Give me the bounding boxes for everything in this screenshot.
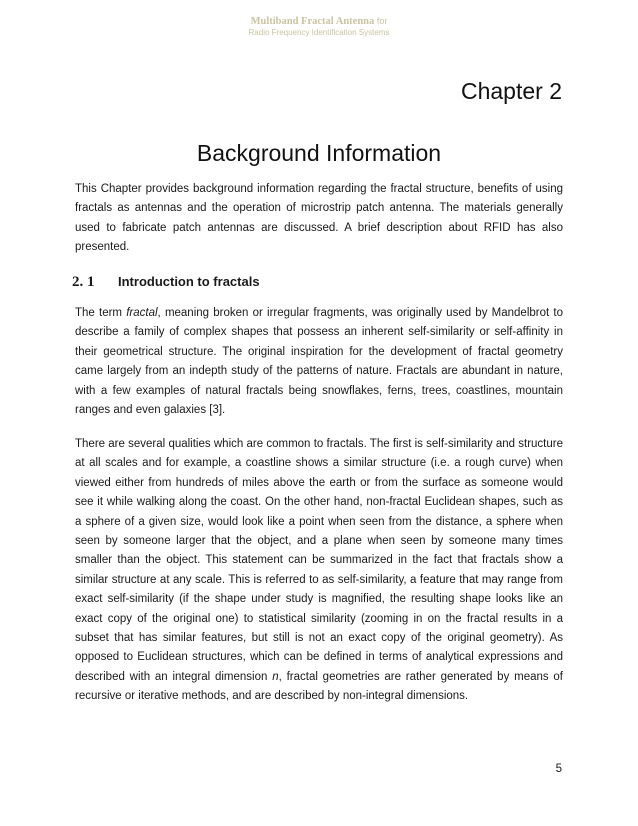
term-n: n [272,670,279,683]
paragraph2-end: , meaning broken or irregular fragments, was originally used by Mandelbrot to describe a family of complex shapes that possess an inherent self-similarity or self-affinity in their geometrical structure. The original inspiration for the development of fractal geometry came largely from an indepth study of the patterns of nature. Fractals are abundant in nature, with a few examples of natural fractals being snowflakes, ferns, trees, coastlines, mountain ranges and even galaxies [3]. [75,307,563,417]
term-fractal: fractal [126,307,158,319]
paragraph2-start: The term [75,307,127,319]
running-header [0,15,638,38]
section-number: 2. 1 [72,274,95,290]
paragraph3-start: There are several qualities which are common to fractals. The first is self-similarity and structure at all scales and for example, a coastline shows a similar structure (i.e. a rough curve) when viewed either from hundreds of miles above the earth or from the surface as someone would see it while walking along the coast. On the other hand, non-fractal Euclidean shapes, such as a sphere of a given size, would look like a point when seen from the distance, a sphere when seen by someone larger that the object, and a plane when seen by someone many times smaller than the object. This statement can be summarized in the fact that fractals show a similar structure at any scale. This is referred to as self-similarity, a feature that may range from exact self-similarity (if the shape under study is magnified, the resulting shape looks like an exact copy of the original one) to statistical similarity (zooming in on the fractal results in a subset that has similar features, but still is not an exact copy of the original geometry). As opposed to Euclidean structures, which can be defined in terms of analytical expressions and described with an integral dimension [75,438,563,683]
header-line-2: Radio Frequency Identification Systems [248,28,390,38]
header-line-1 [0,15,638,28]
page-title: Background Information [196,140,442,166]
section-heading [72,274,260,291]
page-number: 5 [555,763,562,775]
header-title: Multiband Fractal Antenna [250,16,375,27]
paragraph3-end: , fractal geometries are rather generated by means of recursive or iterative methods, and are described by non-integral dimensions. [75,670,564,703]
section-title: Introduction to fractals [118,274,260,289]
paragraph-fractal-qualities [75,435,563,707]
header-for: for [376,16,388,26]
paragraph-fractal-definition [75,304,563,420]
chapter-label: Chapter 2 [460,78,562,104]
intro-paragraph: This Chapter provides background information regarding the fractal structure, benefits of using fractals as antennas and the operation of microstrip patch antenna. The materials generally used to fabricate patch antennas are discussed. A brief description about RFID has also presented. [75,183,563,254]
